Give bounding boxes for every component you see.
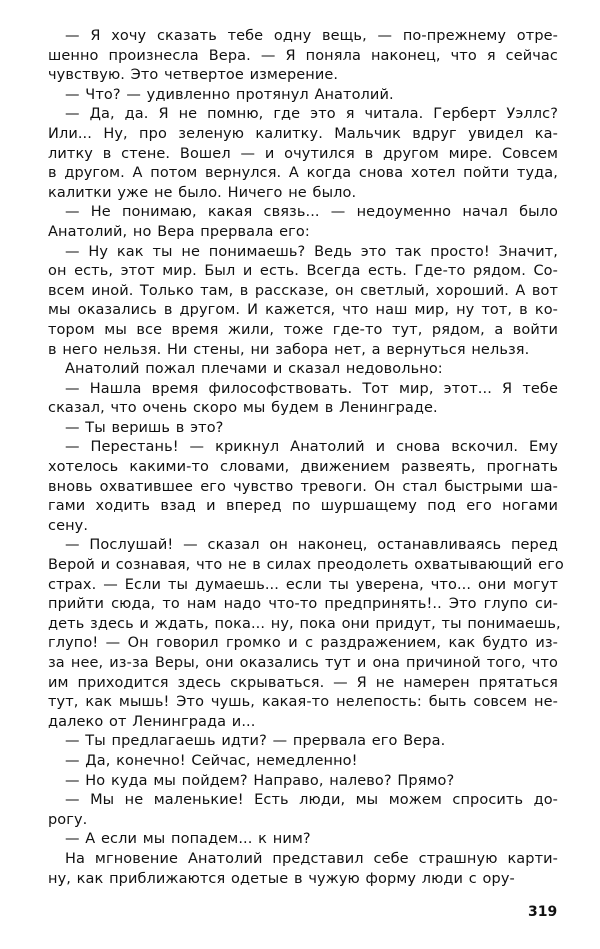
body-text: [48, 27, 564, 889]
text-line: им приходится здесь скрываться. — Я не намерен прятаться: [48, 674, 558, 691]
text-line: — Ну как ты не понимаешь? Ведь это так просто! Значит,: [65, 243, 558, 260]
text-line: хотелось какими-то словами, движением развеять, прогнать: [48, 459, 558, 476]
paragraph: [48, 203, 558, 242]
text-line: глупо! — Он говорил громко и с раздражением, как будто из-: [48, 635, 558, 652]
text-line: далеко от Ленинграда и...: [48, 713, 256, 730]
text-line: — Нашла время философствовать. Тот мир, этот... Я тебе: [65, 380, 558, 397]
paragraph: [48, 732, 558, 752]
text-line: калитки уже не было. Ничего не было.: [48, 184, 357, 201]
paragraph: [48, 27, 558, 86]
text-line: Верой и сознавая, что не в силах преодолеть охватывающий его: [48, 557, 564, 574]
text-line: гами ходить взад и вперед по шуршащему под его ногами: [48, 498, 558, 515]
text-line: прийти сюда, то нам надо что-то предпринять!.. Это глупо си-: [48, 596, 558, 613]
text-line: в него нельзя. Ни стены, ни забора нет, а вернуться нельзя.: [48, 341, 530, 358]
text-line: деть здесь и ждать, пока... ну, пока они придут, ты понимаешь,: [48, 615, 561, 632]
text-line: тут, как мышь! Это чушь, какая-то нелепость: быть совсем не-: [48, 694, 558, 711]
text-line: Анатолий, но Вера прервала его:: [48, 223, 310, 240]
text-line: — Да, конечно! Сейчас, немедленно!: [65, 752, 358, 769]
paragraph: [48, 105, 558, 203]
text-line: Или... Ну, про зеленую калитку. Мальчик вдруг увидел ка-: [48, 125, 558, 142]
text-line: — Но куда мы пойдем? Направо, налево? Прямо?: [65, 772, 455, 789]
paragraph: [48, 850, 558, 889]
text-line: ну, как приближаются одетые в чужую форму люди с ору-: [48, 870, 515, 887]
text-line: шенно произнесла Вера. — Я поняла наконец, что я сейчас: [48, 47, 558, 64]
paragraph: [48, 419, 558, 439]
text-line: он есть, этот мир. Был и есть. Всегда есть. Где-то рядом. Со-: [48, 263, 558, 280]
text-line: чувствую. Это четвертое измерение.: [48, 67, 339, 84]
text-line: — Не понимаю, какая связь... — недоуменно начал было: [65, 204, 558, 221]
text-line: всем иной. Только там, в рассказе, он светлый, хороший. А вот: [48, 282, 558, 299]
paragraph: [48, 438, 558, 536]
paragraph: [48, 830, 558, 850]
paragraph: [48, 791, 558, 830]
text-line: литку в стене. Вошел — и очутился в другом мире. Совсем: [48, 145, 558, 162]
text-line: — А если мы попадем... к ним?: [65, 831, 311, 848]
text-line: — Что? — удивленно протянул Анатолий.: [65, 86, 394, 103]
text-line: — Я хочу сказать тебе одну вещь, — по-прежнему отре-: [65, 28, 558, 44]
text-line: сену.: [48, 517, 89, 534]
text-line: страх. — Если ты думаешь... если ты уверена, что... они могут: [48, 576, 558, 593]
text-line: мы оказались в другом. И кажется, что наш мир, ну тот, в ко-: [48, 302, 558, 319]
text-line: Анатолий пожал плечами и сказал недовольно:: [65, 361, 443, 378]
text-line: — Мы не маленькие! Есть люди, мы можем спросить до-: [65, 792, 558, 809]
text-line: — Перестань! — крикнул Анатолий и снова вскочил. Ему: [65, 439, 558, 456]
text-line: — Послушай! — сказал он наконец, останавливаясь перед: [65, 537, 558, 554]
text-line: — Ты веришь в это?: [65, 419, 224, 436]
text-line: рогу.: [48, 811, 88, 828]
paragraph: [48, 360, 558, 380]
text-line: На мгновение Анатолий представил себе страшную карти-: [65, 850, 558, 867]
text-line: в другом. А потом вернулся. А когда снова хотел пойти туда,: [48, 165, 558, 182]
text-line: — Ты предлагаешь идти? — прервала его Вера.: [65, 733, 446, 750]
text-line: — Да, да. Я не помню, где это я читала. Герберт Уэллс?: [65, 106, 558, 123]
text-line: тором мы все время жили, тоже где-то тут, рядом, а войти: [48, 321, 558, 338]
paragraph: [48, 536, 564, 732]
page-number: 319: [528, 904, 558, 920]
text-line: вновь охватившее его чувство тревоги. Он стал быстрыми ша-: [48, 478, 558, 495]
paragraph: [48, 772, 558, 792]
paragraph: [48, 86, 558, 106]
paragraph: [48, 752, 558, 772]
paragraph: [48, 243, 558, 361]
text-line: за нее, из-за Веры, они оказались тут и она причиной того, что: [48, 655, 558, 671]
text-line: сказал, что очень скоро мы будем в Ленинграде.: [48, 400, 438, 417]
paragraph: [48, 380, 558, 419]
